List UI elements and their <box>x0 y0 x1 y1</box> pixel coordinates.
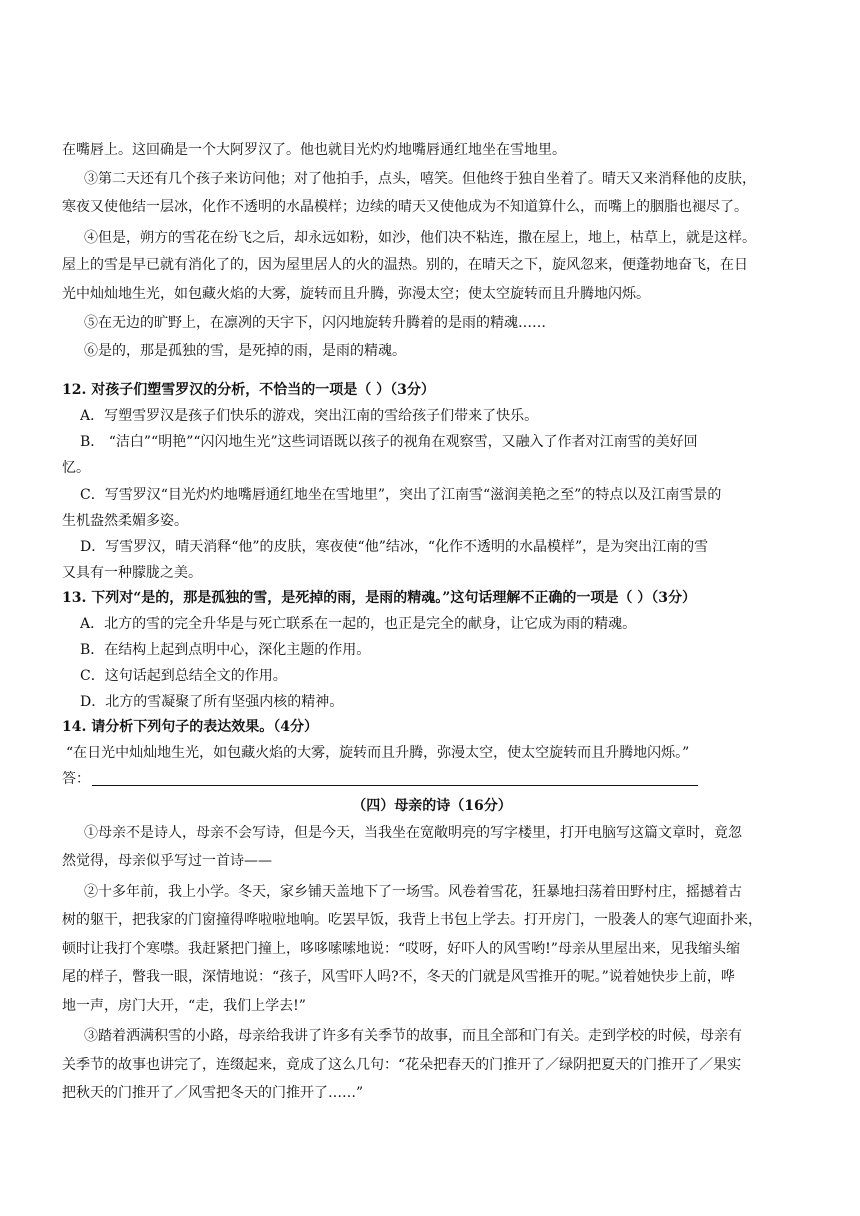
section4-line: 然觉得，母亲似乎写过一首诗—— <box>62 853 272 869</box>
passage-line: 屋上的雪是早已就有消化了的，因为屋里居人的火的温热。别的，在晴天之下，旋风忽来，便蓬勃地奋飞，在日 <box>62 257 748 273</box>
question-12-option-c: C．写雪罗汉“目光灼灼地嘴唇通红地坐在雪地里”，突出了江南雪“滋润美艳之至”的特点以及江南雪景的 <box>80 487 722 503</box>
question-13-option-c: C．这句话起到总结全文的作用。 <box>80 668 287 684</box>
question-12-option-d: D．写雪罗汉，晴天消释“他”的皮肤，寒夜使“他”结冰，“化作不透明的水晶模样”，是为突出江南的雪 <box>80 539 709 555</box>
section4-line: 地一声，房门大开，“走，我们上学去!” <box>62 998 306 1014</box>
answer-label: 答： <box>62 771 90 787</box>
question-12-option-d-cont: 又具有一种朦胧之美。 <box>62 565 202 581</box>
passage-line: 寒夜又使他结一层冰，化作不透明的水晶模样；边续的晴天又使他成为不知道算什么，而嘴上的胭脂也褪尽了。 <box>62 199 748 215</box>
section4-line: 尾的样子，瞥我一眼，深情地说：“孩子，风雪吓人吗?不，冬天的门就是风雪推开的呢。”说着她快步上前，哗 <box>62 969 735 985</box>
passage-paragraph-4: ④但是，朔方的雪花在纷飞之后，却永远如粉，如沙，他们决不粘连，撒在屋上，地上，枯草上，就是这样。 <box>84 230 756 246</box>
section-title: （四）母亲的诗（16分） <box>352 798 512 814</box>
question-13-stem: 13. 下列对“是的，那是孤独的雪，是死掉的雨，是雨的精魂。”这句话理解不正确的一项是（ ）（3分） <box>62 590 696 606</box>
section4-line: 关季节的故事也讲完了，连缀起来，竟成了这么几句：“花朵把春天的门推开了／绿阴把夏天的门推开了／果实 <box>62 1057 742 1073</box>
question-12-stem: 12. 对孩子们塑雪罗汉的分析，不恰当的一项是（ ）（3分） <box>62 382 435 398</box>
passage-line: 在嘴唇上。这回确是一个大阿罗汉了。他也就目光灼灼地嘴唇通红地坐在雪地里。 <box>62 142 566 158</box>
question-14-quote: “在日光中灿灿地生光，如包藏火焰的大雾，旋转而且升腾，弥漫太空，使太空旋转而且升腾地闪烁。” <box>66 745 690 761</box>
passage-paragraph-5: ⑤在无边的旷野上，在凛冽的天宇下，闪闪地旋转升腾着的是雨的精魂…… <box>84 315 546 331</box>
passage-paragraph-6: ⑥是的，那是孤独的雪，是死掉的雨，是雨的精魂。 <box>84 343 406 359</box>
section4-paragraph-3: ③踏着洒满积雪的小路，母亲给我讲了许多有关季节的故事，而且全部和门有关。走到学校的时候，母亲有 <box>84 1028 742 1044</box>
question-13-option-a: A．北方的雪的完全升华是与死亡联系在一起的，也正是完全的献身，让它成为雨的精魂。 <box>80 616 637 632</box>
section4-paragraph-1: ①母亲不是诗人，母亲不会写诗，但是今天，当我坐在宽敞明亮的写字楼里，打开电脑写这篇文章时，竟忽 <box>84 825 742 841</box>
passage-line: 光中灿灿地生光，如包藏火焰的大雾，旋转而且升腾，弥漫太空；使太空旋转而且升腾地闪烁。 <box>62 286 650 302</box>
question-12-option-b: B． “洁白”“明艳”“闪闪地生光”这些词语既以孩子的视角在观察雪，又融入了作者对江南雪的美好回 <box>80 434 698 450</box>
question-12-option-b-cont: 忆。 <box>62 460 90 476</box>
section4-line: 树的躯干，把我家的门窗撞得哗啦啦地响。吃罢早饭，我背上书包上学去。打开房门，一股袭人的寒气迎面扑来， <box>62 912 762 928</box>
question-14-stem: 14. 请分析下列句子的表达效果。（4分） <box>62 719 318 735</box>
question-12-option-c-cont: 生机盎然柔媚多姿。 <box>62 513 188 529</box>
answer-line[interactable] <box>92 785 698 786</box>
section4-line: 把秋天的门推开了／风雪把冬天的门推开了……” <box>62 1085 364 1101</box>
passage-paragraph-3: ③第二天还有几个孩子来访问他；对了他拍手，点头，嘻笑。但他终于独自坐着了。晴天又来消释他的皮肤， <box>84 171 756 187</box>
section4-paragraph-2: ②十多年前，我上小学。冬天，家乡铺天盖地下了一场雪。风卷着雪花，狂暴地扫荡着田野村庄，摇撼着古 <box>84 884 742 900</box>
question-13-option-d: D．北方的雪凝聚了所有坚强内核的精神。 <box>80 694 344 710</box>
question-12-option-a: A．写塑雪罗汉是孩子们快乐的游戏，突出江南的雪给孩子们带来了快乐。 <box>80 408 539 424</box>
section4-line: 顿时让我打个寒噤。我赶紧把门撞上，哆哆嗦嗦地说：“哎呀，好吓人的风雪哟!”母亲从里屋出来，见我缩头缩 <box>62 941 740 957</box>
question-13-option-b: B．在结构上起到点明中心，深化主题的作用。 <box>80 642 371 658</box>
